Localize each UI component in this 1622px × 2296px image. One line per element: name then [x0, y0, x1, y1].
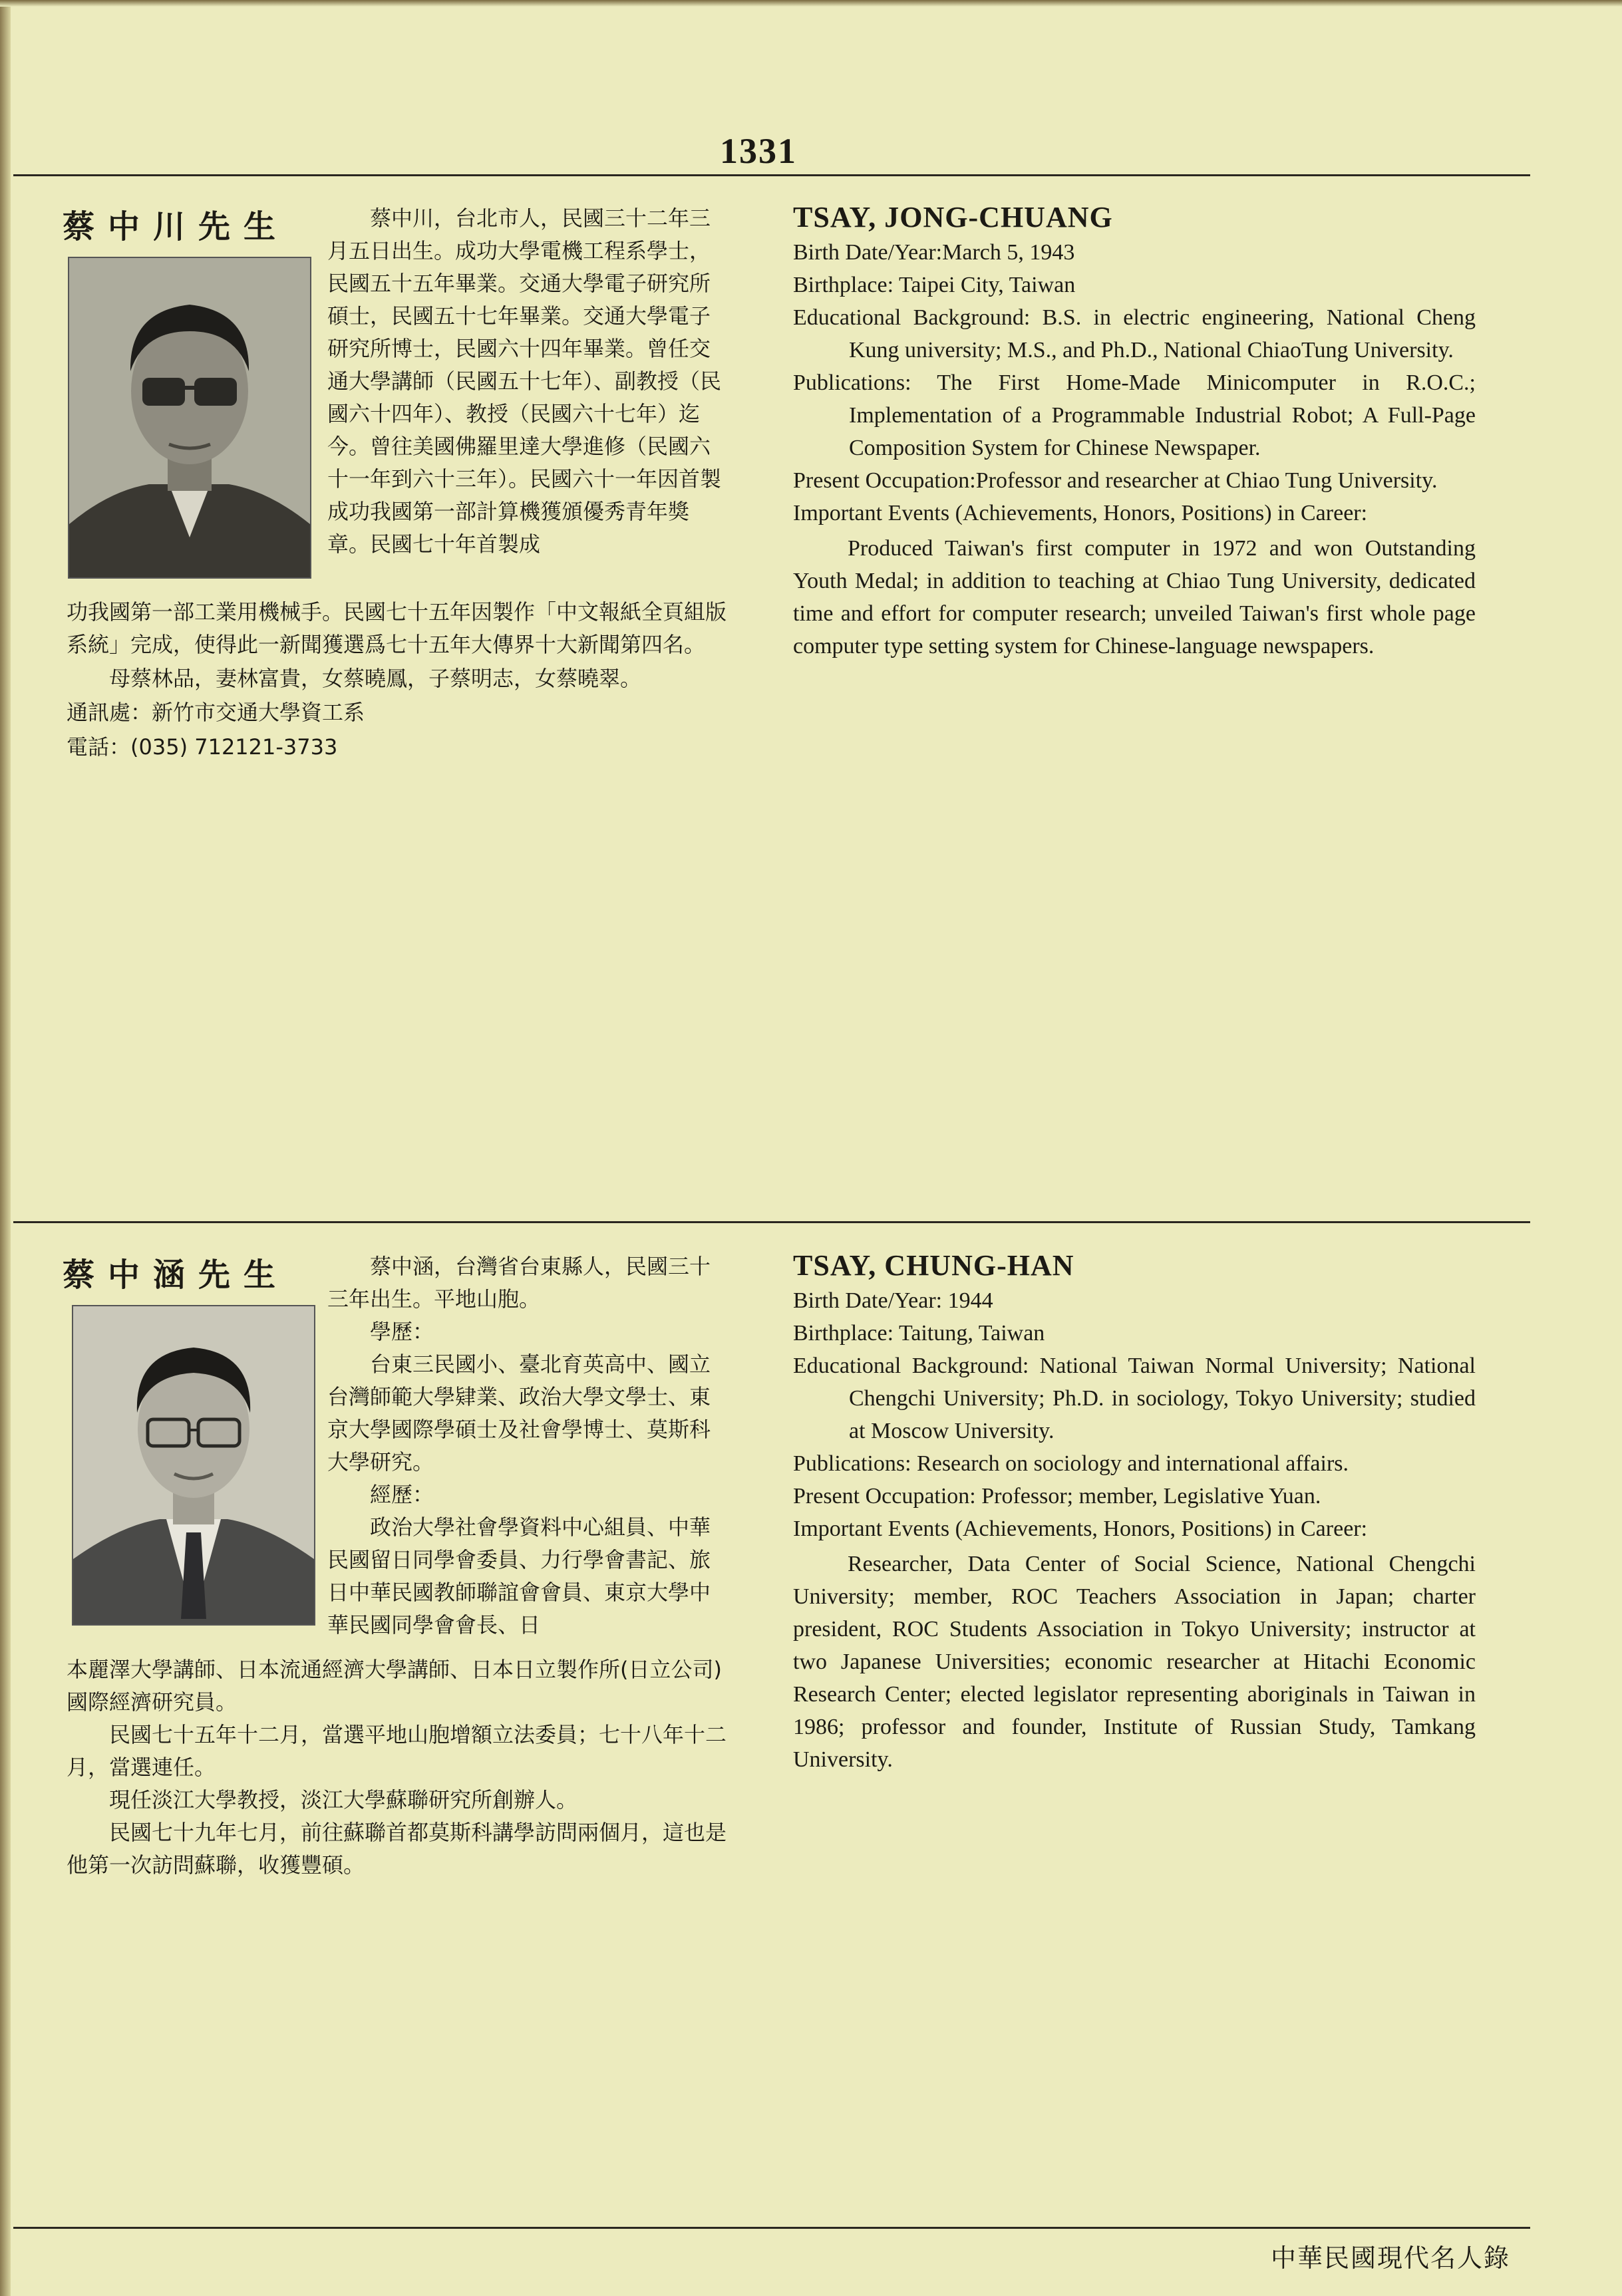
- en-column: [793, 201, 1476, 662]
- en-publications: Publications: The First Home-Made Minicomputer in R.O.C.; Implementation of a Programmable Industrial Robot; A Full-Page Composition System for Chinese Newspaper.: [793, 370, 1476, 460]
- zh-bio-right-column: [327, 202, 727, 561]
- en-name: TSAY, CHUNG-HAN: [793, 1249, 1074, 1282]
- zh-address: 通訊處：新竹市交通大學資工系: [67, 700, 365, 725]
- en-publications: Publications: Research on sociology and international affairs.: [793, 1451, 1349, 1476]
- zh-bio-right-column: [327, 1250, 727, 1642]
- page-number: 1331: [720, 131, 797, 171]
- en-events-label: Important Events (Achievements, Honors, Positions) in Career:: [793, 1516, 1368, 1541]
- zh-family: 母蔡林品，妻林富貴，女蔡曉鳳，子蔡明志，女蔡曉翠。: [109, 666, 642, 691]
- en-name: TSAY, JONG-CHUANG: [793, 201, 1113, 233]
- zh-paragraph-legislator: 民國七十五年十二月，當選平地山胞增額立法委員；七十八年十二月，當選連任。: [67, 1722, 727, 1780]
- en-birth-date: Birth Date/Year:March 5, 1943: [793, 240, 1075, 265]
- en-career: Produced Taiwan's first computer in 1972 and won Outstanding Youth Medal; in addition to teaching at Chiao Tung University, dedicated time and effort for computer research; unveiled Taiwan's first whole page computer type setting system for Chinese-language newspapers.: [793, 536, 1476, 658]
- en-birth-date: Birth Date/Year: 1944: [793, 1288, 993, 1313]
- zh-paragraph-current: 現任淡江大學教授，淡江大學蘇聯研究所創辦人。: [109, 1787, 578, 1812]
- en-column: [793, 1249, 1476, 1776]
- entry-tsay-jong-chuang: [0, 193, 1622, 1191]
- en-events-label: Important Events (Achievements, Honors, Positions) in Career:: [793, 501, 1368, 525]
- zh-bio-wide-column: [67, 1653, 732, 1882]
- portrait-photo: [72, 1305, 315, 1626]
- zh-bio-text: 蔡中川，台北市人，民國三十二年三月五日出生。成功大學電機工程系學士，民國五十五年畢業。交通大學電子研究所碩士，民國五十七年畢業。交通大學電子研究所博士，民國六十四年畢業。曾任交通大學講師（民國五十七年）、副教授（民國六十四年）、教授（民國六十七年）迄今。曾往美國佛羅里達大學進修（民國六十一年到六十三年）。民國六十一年因首製成功我國第一部計算機獲頒優秀青年獎章。民國七十年首製成: [327, 206, 722, 557]
- footer-rule: [13, 2227, 1530, 2229]
- entry-divider-rule: [13, 1221, 1530, 1223]
- zh-bio-wide-column: [67, 596, 732, 764]
- en-occupation: Present Occupation: Professor; member, Legislative Yuan.: [793, 1484, 1321, 1508]
- zh-experience: 政治大學社會學資料中心組員、中華民國留日同學會委員、力行學會書記、旅日中華民國教師聯誼會會員、東京大學中華民國同學會會長、日: [327, 1514, 711, 1638]
- entry-zh-name: 蔡中涵先生: [63, 1256, 289, 1294]
- zh-experience-label: 經歷：: [370, 1482, 434, 1507]
- en-career: Researcher, Data Center of Social Science, National Chengchi University; member, ROC Teachers Association in Japan; charter president, ROC Students Association in Tokyo University; instructor at two Japanese Universities; economic researcher at Hitachi Economic Research Center; elected legislator representing aboriginals in Taiwan in 1986; professor and founder, Institute of Russian Study, Tamkang University.: [793, 1552, 1476, 1772]
- en-birthplace: Birthplace: Taipei City, Taiwan: [793, 273, 1076, 297]
- zh-education-label: 學歷：: [370, 1319, 434, 1344]
- zh-paragraph-moscow: 民國七十九年七月，前往蘇聯首都莫斯科講學訪問兩個月，這也是他第一次訪問蘇聯，收獲豐碩。: [67, 1820, 727, 1878]
- page-top-edge: [0, 0, 1622, 7]
- entry-zh-name: 蔡中川先生: [63, 208, 289, 245]
- en-education: Educational Background: National Taiwan Normal University; National Chengchi University; Ph.D. in sociology, Tokyo University; studied at Moscow University.: [793, 1354, 1476, 1443]
- en-education: Educational Background: B.S. in electric engineering, National Cheng Kung university; M.S., and Ph.D., National ChiaoTung University.: [793, 305, 1476, 362]
- zh-bio-continued: 功我國第一部工業用機械手。民國七十五年因製作「中文報紙全頁組版系統」完成，使得此一新聞獲選爲七十五年大傳界十大新聞第四名。: [67, 599, 727, 657]
- en-birthplace: Birthplace: Taitung, Taiwan: [793, 1321, 1045, 1346]
- portrait-photo: [68, 257, 311, 579]
- en-occupation: Present Occupation:Professor and researcher at Chiao Tung University.: [793, 468, 1438, 493]
- zh-experience-continued: 本麗澤大學講師、日本流通經濟大學講師、日本日立製作所(日立公司)國際經濟研究員。: [67, 1657, 722, 1715]
- zh-bio-text: 蔡中涵，台灣省台東縣人，民國三十三年出生。平地山胞。: [327, 1254, 711, 1312]
- portrait-image: [69, 258, 310, 577]
- footer-book-title: 中華民國現代名人錄: [1270, 2243, 1510, 2273]
- entry-tsay-chung-han: [0, 1241, 1622, 2212]
- zh-phone: 電話：(035) 712121-3733: [67, 734, 338, 760]
- header-rule: [13, 174, 1530, 176]
- portrait-image: [73, 1306, 314, 1624]
- zh-education: 台東三民國小、臺北育英高中、國立台灣師範大學肄業、政治大學文學士、東京大學國際學碩士及社會學博士、莫斯科大學研究。: [327, 1352, 711, 1475]
